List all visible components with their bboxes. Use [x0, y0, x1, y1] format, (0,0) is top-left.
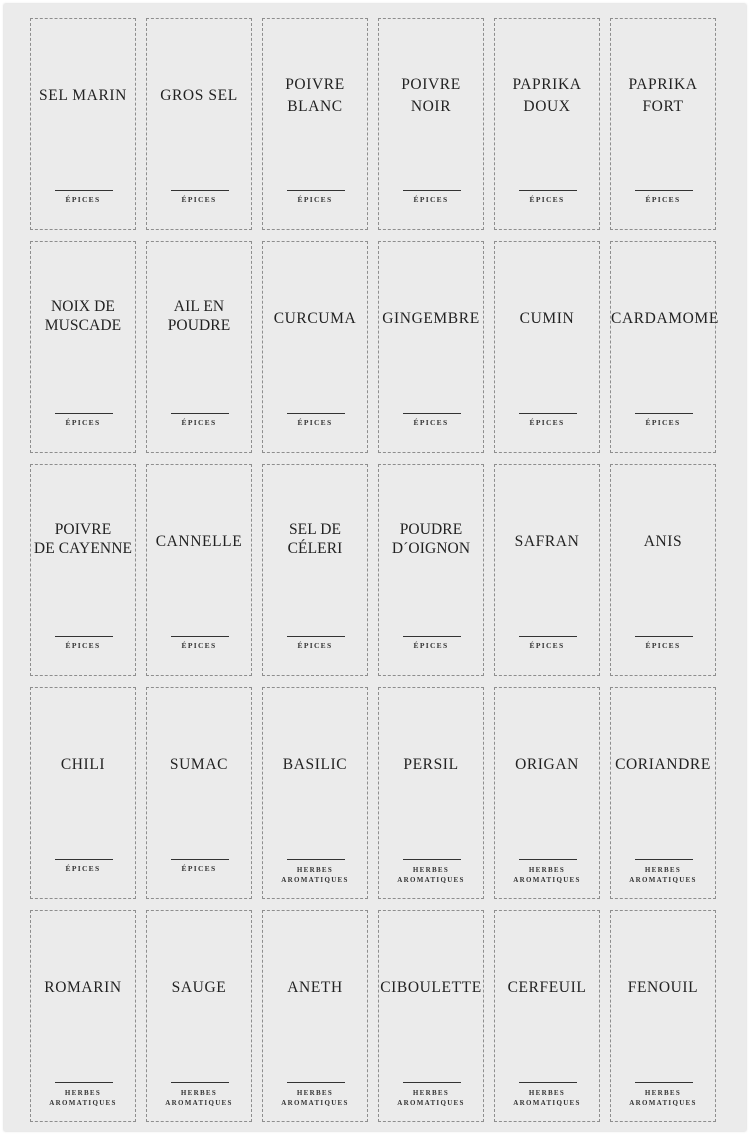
label-card [610, 18, 716, 230]
label-name: ROMARIN [44, 979, 122, 996]
label-name: SEL DE CÉLERI [287, 521, 343, 557]
label-card [610, 464, 716, 676]
label-card [494, 687, 600, 899]
label-name: CORIANDRE [615, 756, 711, 773]
label-name: POUDRE D´OIGNON [391, 521, 471, 557]
label-card [610, 241, 719, 453]
label-divider [287, 190, 345, 191]
label-divider [55, 859, 113, 860]
label-name: CARDAMOME [611, 310, 719, 327]
label-divider [55, 636, 113, 637]
label-divider [287, 859, 345, 860]
label-category: HERBES AROMATIQUES [513, 1089, 581, 1107]
label-category: ÉPICES [65, 195, 101, 204]
label-card [262, 687, 368, 899]
label-category: ÉPICES [645, 641, 681, 650]
label-card [378, 687, 484, 899]
label-card [146, 910, 252, 1122]
label-divider [635, 190, 693, 191]
label-divider [519, 859, 577, 860]
label-category: ÉPICES [65, 641, 101, 650]
label-name: CHILI [60, 756, 106, 773]
label-name: FENOUIL [627, 979, 699, 996]
label-name: CANNELLE [155, 533, 243, 550]
label-category: ÉPICES [297, 418, 333, 427]
label-card [378, 241, 484, 453]
label-name: CURCUMA [273, 310, 357, 327]
label-divider [635, 1082, 693, 1083]
label-name: CERFEUIL [507, 979, 587, 996]
label-name: CUMIN [519, 310, 575, 327]
label-category: ÉPICES [181, 195, 217, 204]
label-category: ÉPICES [181, 641, 217, 650]
label-category: HERBES AROMATIQUES [629, 866, 697, 884]
label-name: GINGEMBRE [382, 310, 480, 327]
label-card [378, 464, 484, 676]
label-divider [287, 413, 345, 414]
label-divider [519, 413, 577, 414]
label-card [30, 464, 136, 676]
label-category: ÉPICES [645, 195, 681, 204]
label-category: HERBES AROMATIQUES [513, 866, 581, 884]
label-divider [171, 636, 229, 637]
label-name: ANIS [643, 533, 683, 550]
label-card [610, 687, 716, 899]
label-category: ÉPICES [181, 418, 217, 427]
label-name: SAFRAN [514, 533, 580, 550]
label-card [378, 910, 484, 1122]
label-name: NOIX DE MUSCADE [44, 298, 122, 334]
label-name: SUMAC [169, 756, 229, 773]
label-divider [519, 190, 577, 191]
label-category: HERBES AROMATIQUES [165, 1089, 233, 1107]
label-card [494, 910, 600, 1122]
label-divider [287, 636, 345, 637]
label-category: HERBES AROMATIQUES [629, 1089, 697, 1107]
label-category: ÉPICES [65, 864, 101, 873]
label-category: ÉPICES [529, 418, 565, 427]
label-divider [171, 1082, 229, 1083]
label-divider [519, 1082, 577, 1083]
label-card [378, 18, 484, 230]
label-category: HERBES AROMATIQUES [281, 866, 349, 884]
label-name: SAUGE [171, 979, 227, 996]
label-divider [635, 859, 693, 860]
label-category: ÉPICES [297, 195, 333, 204]
label-name: POIVRE BLANC [285, 76, 345, 115]
label-card [262, 910, 368, 1122]
label-card [494, 464, 600, 676]
label-name: POIVRE NOIR [401, 76, 461, 115]
label-category: HERBES AROMATIQUES [281, 1089, 349, 1107]
label-divider [403, 859, 461, 860]
label-name: SEL MARIN [39, 87, 127, 104]
label-name: POIVRE DE CAYENNE [33, 521, 133, 557]
label-card [610, 910, 716, 1122]
label-divider [171, 190, 229, 191]
label-card [146, 464, 252, 676]
label-name: AIL EN POUDRE [167, 298, 231, 334]
label-divider [403, 636, 461, 637]
label-card [30, 241, 136, 453]
label-category: ÉPICES [645, 418, 681, 427]
label-card [30, 910, 136, 1122]
label-category: HERBES AROMATIQUES [397, 1089, 465, 1107]
label-category: ÉPICES [65, 418, 101, 427]
label-grid [30, 18, 719, 1122]
label-card [262, 18, 368, 230]
label-divider [403, 190, 461, 191]
label-divider [403, 413, 461, 414]
label-divider [519, 636, 577, 637]
label-card [146, 687, 252, 899]
label-divider [635, 636, 693, 637]
label-category: ÉPICES [181, 864, 217, 873]
label-name: PERSIL [403, 756, 459, 773]
label-category: HERBES AROMATIQUES [49, 1089, 117, 1107]
label-divider [287, 1082, 345, 1083]
label-divider [55, 190, 113, 191]
label-name: GROS SEL [160, 87, 238, 104]
label-name: PAPRIKA DOUX [512, 76, 582, 115]
label-divider [635, 413, 693, 414]
label-card [30, 687, 136, 899]
label-name: BASILIC [282, 756, 348, 773]
label-sheet [4, 4, 746, 1131]
label-card [262, 464, 368, 676]
label-name: ANETH [287, 979, 343, 996]
label-category: ÉPICES [297, 641, 333, 650]
label-category: ÉPICES [413, 195, 449, 204]
label-card [494, 241, 600, 453]
label-divider [55, 413, 113, 414]
label-name: PAPRIKA FORT [628, 76, 698, 115]
label-category: ÉPICES [529, 641, 565, 650]
label-divider [171, 859, 229, 860]
label-card [146, 18, 252, 230]
label-divider [171, 413, 229, 414]
label-category: ÉPICES [413, 641, 449, 650]
label-category: HERBES AROMATIQUES [397, 866, 465, 884]
label-card [30, 18, 136, 230]
label-card [262, 241, 368, 453]
label-card [146, 241, 252, 453]
label-category: ÉPICES [529, 195, 565, 204]
label-name: ORIGAN [515, 756, 579, 773]
label-name: CIBOULETTE [380, 979, 482, 996]
label-divider [55, 1082, 113, 1083]
label-divider [403, 1082, 461, 1083]
label-card [494, 18, 600, 230]
label-category: ÉPICES [413, 418, 449, 427]
